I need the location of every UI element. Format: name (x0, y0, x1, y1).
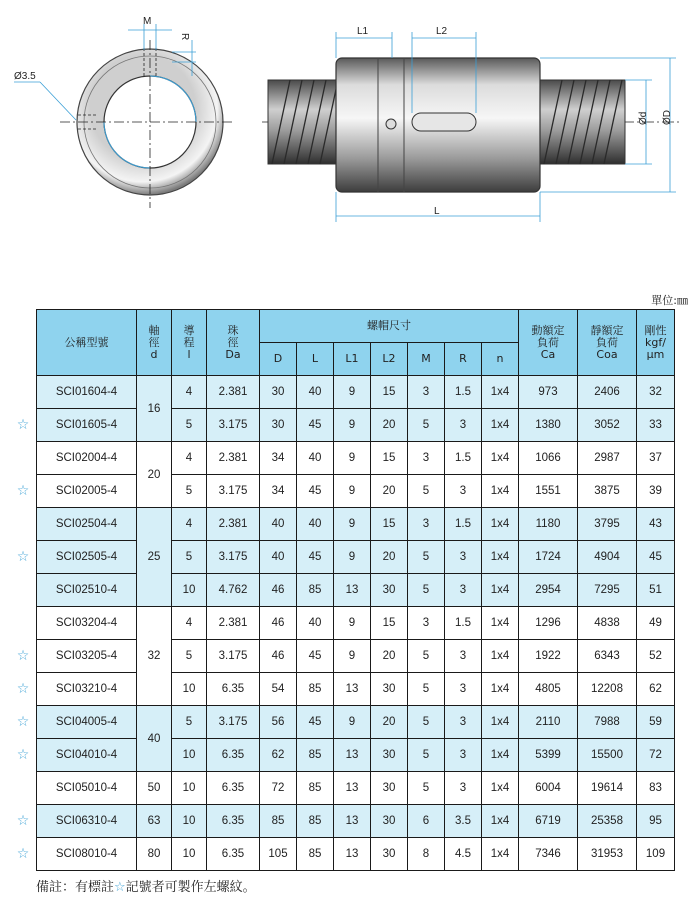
cell-ball-diameter: 6.35 (207, 739, 260, 772)
cell-rigidity: 51 (637, 574, 675, 607)
cell-nut-r: 3 (445, 409, 482, 442)
cell-static-load: 6343 (578, 640, 637, 673)
cell-model: SCI01605-4 (37, 409, 137, 442)
cell-rigidity: 52 (637, 640, 675, 673)
cell-ball-diameter: 3.175 (207, 475, 260, 508)
cell-nut-r: 3.5 (445, 805, 482, 838)
cell-rigidity: 49 (637, 607, 675, 640)
cell-nut-l1: 9 (334, 640, 371, 673)
cell-lead: 10 (172, 739, 207, 772)
star-icon: ☆ (16, 680, 30, 697)
cell-nut-m: 5 (408, 574, 445, 607)
cell-nut-r: 1.5 (445, 442, 482, 475)
cell-shaft-diameter: 32 (137, 607, 172, 706)
cell-nut-l1: 9 (334, 508, 371, 541)
cell-static-load: 3875 (578, 475, 637, 508)
subheader-m: M (408, 343, 445, 376)
cell-nut-d: 85 (260, 805, 297, 838)
cell-nut-m: 5 (408, 739, 445, 772)
cell-nut-l: 45 (297, 475, 334, 508)
dim-label-hole: Ø3.5 (14, 71, 36, 82)
cell-ball-diameter: 6.35 (207, 772, 260, 805)
cell-nut-n: 1x4 (482, 673, 519, 706)
star-icon: ☆ (16, 482, 30, 499)
cell-dynamic-load: 6719 (519, 805, 578, 838)
cell-nut-l1: 13 (334, 805, 371, 838)
cell-nut-n: 1x4 (482, 838, 519, 871)
cell-nut-d: 34 (260, 475, 297, 508)
cell-ball-diameter: 3.175 (207, 409, 260, 442)
cell-nut-l: 85 (297, 805, 334, 838)
table-row (37, 574, 675, 607)
cell-nut-l: 40 (297, 607, 334, 640)
cell-nut-d: 30 (260, 409, 297, 442)
cell-rigidity: 62 (637, 673, 675, 706)
subheader-d: D (260, 343, 297, 376)
cell-ball-diameter: 4.762 (207, 574, 260, 607)
table-row (37, 739, 675, 772)
unit-label: 單位:㎜ (651, 294, 688, 307)
header-rigidity: 剛性 kgf/ μm (637, 310, 675, 376)
cell-nut-d: 62 (260, 739, 297, 772)
cell-model: SCI08010-4 (37, 838, 137, 871)
cell-dynamic-load: 5399 (519, 739, 578, 772)
technical-drawing (0, 0, 700, 280)
nut-end-view (14, 24, 232, 208)
cell-nut-m: 5 (408, 475, 445, 508)
cell-nut-r: 3 (445, 772, 482, 805)
cell-model: SCI01604-4 (37, 376, 137, 409)
cell-nut-l1: 13 (334, 574, 371, 607)
cell-nut-l2: 20 (371, 409, 408, 442)
cell-nut-r: 3 (445, 673, 482, 706)
cell-nut-r: 1.5 (445, 376, 482, 409)
table-row (37, 376, 675, 409)
cell-ball-diameter: 2.381 (207, 376, 260, 409)
cell-lead: 5 (172, 475, 207, 508)
cell-dynamic-load: 1551 (519, 475, 578, 508)
cell-ball-diameter: 6.35 (207, 805, 260, 838)
star-icon: ☆ (16, 416, 30, 433)
dim-label-l1: L1 (357, 26, 369, 37)
table-row (37, 409, 675, 442)
cell-nut-m: 5 (408, 772, 445, 805)
dim-label-d-big: ØD (662, 110, 673, 125)
cell-rigidity: 83 (637, 772, 675, 805)
cell-nut-m: 5 (408, 673, 445, 706)
cell-nut-l: 85 (297, 739, 334, 772)
cell-nut-n: 1x4 (482, 706, 519, 739)
cell-dynamic-load: 4805 (519, 673, 578, 706)
table-row (37, 805, 675, 838)
dim-label-l2: L2 (436, 26, 448, 37)
cell-nut-l1: 13 (334, 673, 371, 706)
cell-model: SCI04010-4 (37, 739, 137, 772)
cell-nut-r: 1.5 (445, 508, 482, 541)
header-dynamic-load: 動額定 負荷 Ca (519, 310, 578, 376)
cell-static-load: 3052 (578, 409, 637, 442)
cell-rigidity: 33 (637, 409, 675, 442)
star-icon: ☆ (16, 746, 30, 763)
star-icon: ☆ (16, 713, 30, 730)
star-slot-empty (14, 573, 32, 606)
cell-nut-n: 1x4 (482, 442, 519, 475)
cell-nut-l: 45 (297, 706, 334, 739)
cell-nut-l1: 9 (334, 409, 371, 442)
cell-nut-r: 3 (445, 541, 482, 574)
cell-nut-l1: 9 (334, 541, 371, 574)
header-shaft-diameter: 軸 徑 d (137, 310, 172, 376)
cell-nut-r: 3 (445, 574, 482, 607)
footnote-prefix: 備註：有標註 (36, 880, 115, 895)
cell-nut-l2: 30 (371, 805, 408, 838)
cell-nut-n: 1x4 (482, 640, 519, 673)
star-icon: ☆ (114, 880, 126, 895)
subheader-l: L (297, 343, 334, 376)
cell-rigidity: 72 (637, 739, 675, 772)
cell-nut-n: 1x4 (482, 805, 519, 838)
cell-nut-n: 1x4 (482, 772, 519, 805)
cell-dynamic-load: 1066 (519, 442, 578, 475)
footnote-suffix: 記號者可製作左螺紋。 (125, 880, 256, 895)
subheader-l1: L1 (334, 343, 371, 376)
cell-ball-diameter: 2.381 (207, 442, 260, 475)
cell-nut-l1: 13 (334, 838, 371, 871)
star-slot-empty (14, 441, 32, 474)
cell-nut-r: 3 (445, 475, 482, 508)
table-row (37, 607, 675, 640)
cell-static-load: 2406 (578, 376, 637, 409)
cell-ball-diameter: 3.175 (207, 640, 260, 673)
dim-label-d-small: Ød (638, 111, 649, 125)
subheader-r: R (445, 343, 482, 376)
footnote (36, 876, 256, 895)
cell-nut-l: 85 (297, 574, 334, 607)
table-row (37, 475, 675, 508)
cell-model: SCI06310-4 (37, 805, 137, 838)
cell-nut-l1: 9 (334, 376, 371, 409)
header-static-load: 靜額定 負荷 Coa (578, 310, 637, 376)
cell-nut-n: 1x4 (482, 409, 519, 442)
cell-nut-d: 54 (260, 673, 297, 706)
cell-dynamic-load: 973 (519, 376, 578, 409)
cell-nut-l2: 15 (371, 376, 408, 409)
subheader-n: n (482, 343, 519, 376)
star-icon: ☆ (16, 845, 30, 862)
cell-rigidity: 43 (637, 508, 675, 541)
cell-lead: 4 (172, 607, 207, 640)
cell-shaft-diameter: 16 (137, 376, 172, 442)
cell-nut-m: 3 (408, 607, 445, 640)
cell-static-load: 25358 (578, 805, 637, 838)
cell-model: SCI05010-4 (37, 772, 137, 805)
dim-label-r: R (179, 33, 190, 41)
cell-nut-r: 3 (445, 706, 482, 739)
star-icon: ☆ (16, 812, 30, 829)
cell-nut-l2: 20 (371, 640, 408, 673)
table-row (37, 772, 675, 805)
cell-model: SCI03204-4 (37, 607, 137, 640)
cell-nut-l: 45 (297, 640, 334, 673)
cell-nut-d: 56 (260, 706, 297, 739)
cell-rigidity: 95 (637, 805, 675, 838)
cell-lead: 10 (172, 772, 207, 805)
cell-model: SCI03205-4 (37, 640, 137, 673)
cell-ball-diameter: 2.381 (207, 607, 260, 640)
cell-static-load: 4838 (578, 607, 637, 640)
cell-rigidity: 59 (637, 706, 675, 739)
cell-nut-r: 4.5 (445, 838, 482, 871)
cell-nut-r: 3 (445, 739, 482, 772)
cell-nut-m: 3 (408, 442, 445, 475)
cell-nut-l: 45 (297, 409, 334, 442)
cell-lead: 4 (172, 508, 207, 541)
star-slot-empty (14, 375, 32, 408)
cell-lead: 10 (172, 805, 207, 838)
cell-dynamic-load: 6004 (519, 772, 578, 805)
cell-nut-r: 3 (445, 640, 482, 673)
cell-nut-n: 1x4 (482, 574, 519, 607)
cell-static-load: 7988 (578, 706, 637, 739)
cell-dynamic-load: 2954 (519, 574, 578, 607)
cell-shaft-diameter: 20 (137, 442, 172, 508)
cell-model: SCI02005-4 (37, 475, 137, 508)
cell-nut-r: 1.5 (445, 607, 482, 640)
cell-nut-d: 46 (260, 574, 297, 607)
cell-lead: 5 (172, 541, 207, 574)
cell-nut-l: 85 (297, 772, 334, 805)
cell-ball-diameter: 3.175 (207, 541, 260, 574)
table-row (37, 673, 675, 706)
cell-nut-l2: 30 (371, 574, 408, 607)
cell-nut-l2: 20 (371, 706, 408, 739)
cell-rigidity: 39 (637, 475, 675, 508)
cell-nut-n: 1x4 (482, 376, 519, 409)
cell-shaft-diameter: 50 (137, 772, 172, 805)
cell-static-load: 12208 (578, 673, 637, 706)
cell-lead: 5 (172, 640, 207, 673)
cell-nut-l: 85 (297, 838, 334, 871)
cell-nut-m: 8 (408, 838, 445, 871)
cell-model: SCI02510-4 (37, 574, 137, 607)
header-lead: 導 程 l (172, 310, 207, 376)
cell-nut-l1: 13 (334, 772, 371, 805)
star-slot-empty (14, 771, 32, 804)
cell-ball-diameter: 3.175 (207, 706, 260, 739)
cell-nut-l2: 20 (371, 541, 408, 574)
table-row (37, 838, 675, 871)
cell-nut-l: 85 (297, 673, 334, 706)
cell-nut-l2: 20 (371, 475, 408, 508)
star-icon: ☆ (16, 548, 30, 565)
cell-nut-l1: 9 (334, 475, 371, 508)
cell-nut-l2: 15 (371, 508, 408, 541)
table-row (37, 508, 675, 541)
star-slot-empty (14, 606, 32, 639)
star-icon: ☆ (16, 647, 30, 664)
cell-lead: 4 (172, 442, 207, 475)
cell-shaft-diameter: 40 (137, 706, 172, 772)
cell-nut-l: 40 (297, 376, 334, 409)
cell-dynamic-load: 1922 (519, 640, 578, 673)
cell-rigidity: 109 (637, 838, 675, 871)
cell-nut-l2: 30 (371, 838, 408, 871)
cell-nut-d: 30 (260, 376, 297, 409)
table-row (37, 640, 675, 673)
cell-model: SCI02505-4 (37, 541, 137, 574)
cell-lead: 10 (172, 838, 207, 871)
cell-dynamic-load: 1724 (519, 541, 578, 574)
cell-ball-diameter: 2.381 (207, 508, 260, 541)
cell-nut-l2: 30 (371, 739, 408, 772)
cell-nut-l1: 9 (334, 442, 371, 475)
cell-static-load: 7295 (578, 574, 637, 607)
cell-rigidity: 37 (637, 442, 675, 475)
star-slot-empty (14, 507, 32, 540)
cell-static-load: 2987 (578, 442, 637, 475)
cell-rigidity: 45 (637, 541, 675, 574)
cell-model: SCI02504-4 (37, 508, 137, 541)
cell-nut-d: 105 (260, 838, 297, 871)
cell-dynamic-load: 7346 (519, 838, 578, 871)
cell-nut-n: 1x4 (482, 739, 519, 772)
cell-nut-l2: 30 (371, 772, 408, 805)
cell-nut-l2: 15 (371, 442, 408, 475)
cell-static-load: 3795 (578, 508, 637, 541)
table-row (37, 541, 675, 574)
cell-model: SCI04005-4 (37, 706, 137, 739)
cell-nut-m: 5 (408, 541, 445, 574)
cell-nut-m: 3 (408, 376, 445, 409)
cell-rigidity: 32 (637, 376, 675, 409)
cell-shaft-diameter: 25 (137, 508, 172, 607)
cell-lead: 5 (172, 706, 207, 739)
cell-nut-n: 1x4 (482, 541, 519, 574)
header-nut-dimensions: 螺帽尺寸 (260, 310, 519, 343)
cell-nut-d: 34 (260, 442, 297, 475)
cell-ball-diameter: 6.35 (207, 838, 260, 871)
header-ball-diameter: 珠 徑 Da (207, 310, 260, 376)
cell-lead: 5 (172, 409, 207, 442)
cell-nut-l: 40 (297, 442, 334, 475)
cell-nut-d: 72 (260, 772, 297, 805)
cell-nut-n: 1x4 (482, 475, 519, 508)
cell-model: SCI03210-4 (37, 673, 137, 706)
cell-shaft-diameter: 63 (137, 805, 172, 838)
cell-nut-m: 6 (408, 805, 445, 838)
cell-dynamic-load: 1380 (519, 409, 578, 442)
header-model: 公稱型號 (37, 310, 137, 376)
cell-nut-n: 1x4 (482, 508, 519, 541)
cell-dynamic-load: 1180 (519, 508, 578, 541)
cell-static-load: 15500 (578, 739, 637, 772)
cell-lead: 4 (172, 376, 207, 409)
cell-static-load: 19614 (578, 772, 637, 805)
ballscrew-side-view (262, 32, 680, 222)
cell-shaft-diameter: 80 (137, 838, 172, 871)
cell-nut-l: 40 (297, 508, 334, 541)
cell-lead: 10 (172, 673, 207, 706)
table-row (37, 706, 675, 739)
subheader-l2: L2 (371, 343, 408, 376)
cell-ball-diameter: 6.35 (207, 673, 260, 706)
cell-lead: 10 (172, 574, 207, 607)
cell-nut-n: 1x4 (482, 607, 519, 640)
ballscrew-spec-table (36, 309, 675, 871)
dim-label-m: M (143, 16, 152, 27)
cell-nut-d: 40 (260, 508, 297, 541)
cell-nut-l1: 9 (334, 706, 371, 739)
cell-static-load: 4904 (578, 541, 637, 574)
cell-nut-d: 46 (260, 640, 297, 673)
cell-model: SCI02004-4 (37, 442, 137, 475)
cell-nut-l: 45 (297, 541, 334, 574)
cell-nut-m: 5 (408, 409, 445, 442)
cell-nut-m: 3 (408, 508, 445, 541)
cell-dynamic-load: 2110 (519, 706, 578, 739)
cell-nut-l1: 9 (334, 607, 371, 640)
cell-nut-m: 5 (408, 640, 445, 673)
cell-static-load: 31953 (578, 838, 637, 871)
cell-nut-l2: 15 (371, 607, 408, 640)
cell-nut-m: 5 (408, 706, 445, 739)
cell-nut-d: 46 (260, 607, 297, 640)
cell-nut-l1: 13 (334, 739, 371, 772)
table-row (37, 442, 675, 475)
cell-nut-l2: 30 (371, 673, 408, 706)
cell-nut-d: 40 (260, 541, 297, 574)
cell-dynamic-load: 1296 (519, 607, 578, 640)
dim-label-l: L (434, 206, 440, 217)
left-thread-marker-column (14, 375, 32, 870)
